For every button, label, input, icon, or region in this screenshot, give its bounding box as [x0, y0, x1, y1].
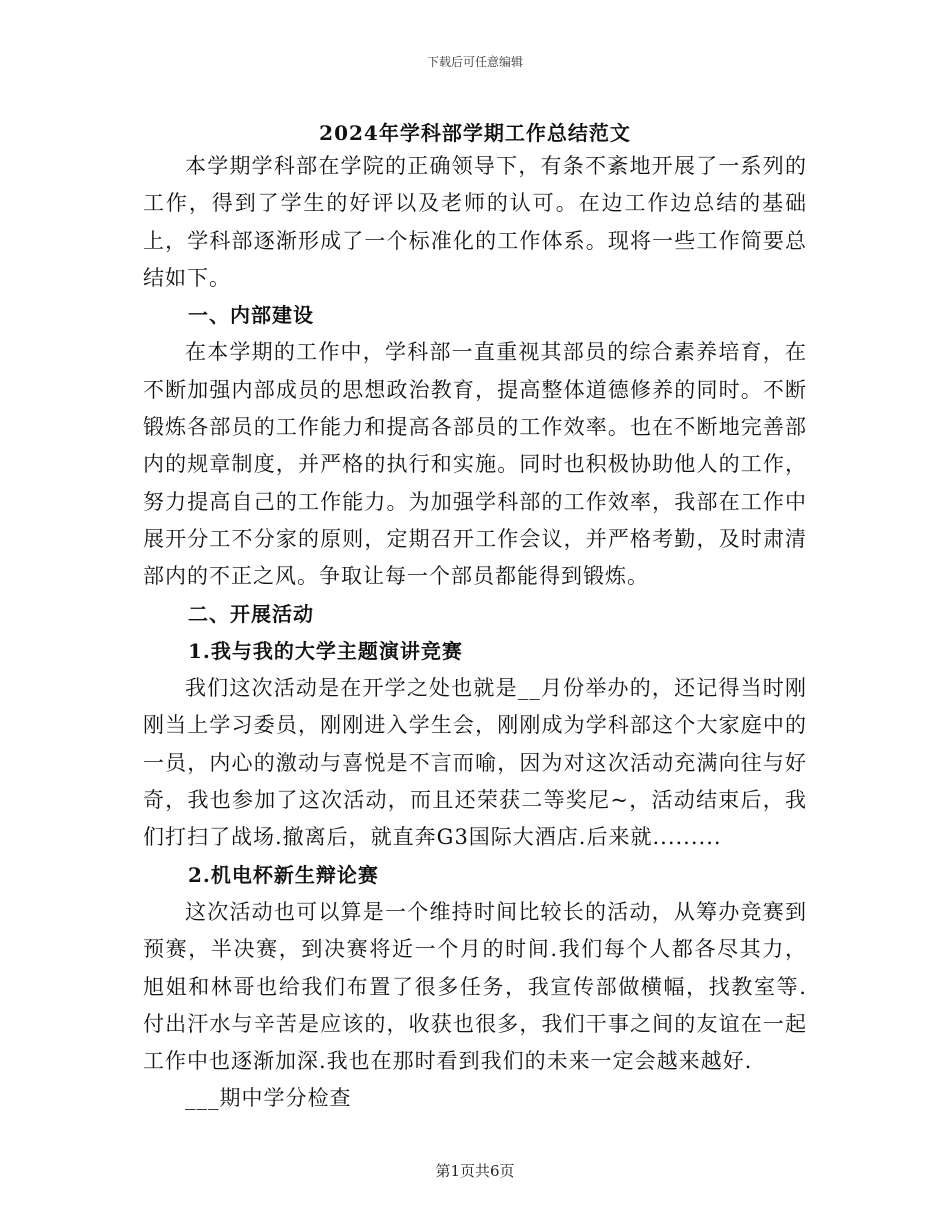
midterm-check-paragraph: ___期中学分检查 [185, 1086, 352, 1111]
section-heading-internal: 一、内部建设 [188, 303, 314, 328]
page-header: 下载后可任意编辑 [426, 55, 523, 69]
document-title: 2024年学科部学期工作总结范文 [319, 121, 631, 145]
document-body [143, 148, 807, 1118]
internal-paragraph: 在本学期的工作中，学科部一直重视其部员的综合素养培育，在不断加强内部成员的思想政治教育，提高整体道德修养的同时。不断锻炼各部员的工作能力和提高各部员的工作效率。也在不断地完善部内的规章制度，并严格的执行和实施。同时也积极协助他人的工作，努力提高自己的工作能力。为加强学科部的工作效率，我部在工作中展开分工不分家的原则，定期召开工作会议，并严格考勤，及时肃清部内的不正之风。争取让每一个部员都能得到锻炼。 [143, 340, 807, 589]
page-footer: 第1页共6页 [435, 1162, 515, 1180]
subheading-debate: 2.机电杯新生辩论赛 [188, 862, 379, 887]
section-heading-activities: 二、开展活动 [188, 601, 314, 626]
debate-paragraph: 这次活动也可以算是一个维持时间比较长的活动，从筹办竞赛到预赛，半决赛，到决赛将近一个月的时间.我们每个人都各尽其力，旭姐和林哥也给我们布置了很多任务，我宣传部做横幅，找教室等.付出汗水与辛苦是应该的，收获也很多，我们干事之间的友谊在一起工作中也逐渐加深.我也在那时看到我们的未来一定会越来越好. [143, 899, 807, 1074]
subheading-speech-contest: 1.我与我的大学主题演讲竞赛 [188, 638, 463, 663]
intro-paragraph: 本学期学科部在学院的正确领导下，有条不紊地开展了一系列的工作，得到了学生的好评以及老师的认可。在边工作边总结的基础上，学科部逐渐形成了一个标准化的工作体系。现将一些工作简要总结如下。 [143, 154, 807, 290]
speech-contest-paragraph: 我们这次活动是在开学之处也就是__月份举办的，还记得当时刚刚当上学习委员，刚刚进入学生会，刚刚成为学科部这个大家庭中的一员，内心的激动与喜悦是不言而喻，因为对这次活动充满向往与好奇，我也参加了这次活动，而且还荣获二等奖尼~，活动结束后，我们打扫了战场.撤离后，就直奔G3国际大酒店.后来就......... [143, 676, 807, 850]
